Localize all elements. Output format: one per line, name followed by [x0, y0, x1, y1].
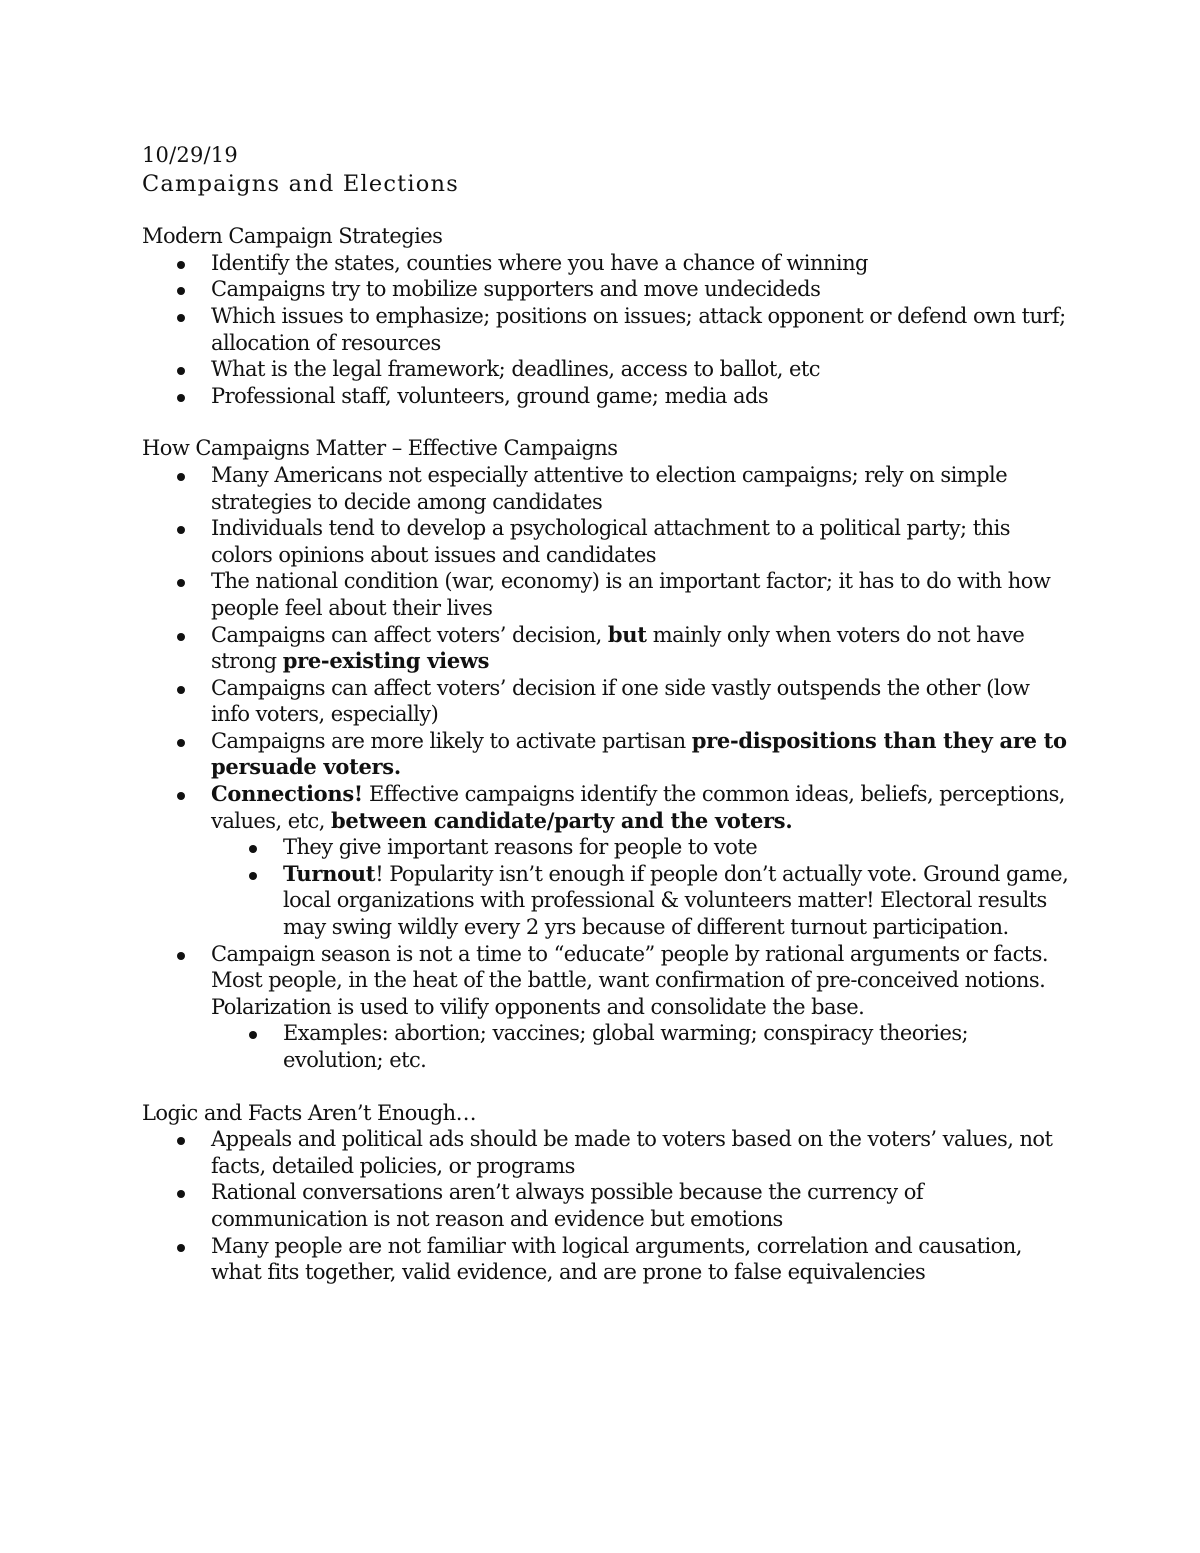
bullet-icon [177, 579, 185, 587]
list-item-text: Appeals and political ads should be made to voters based on the voters’ values, not facts, detailed policies, or programs [211, 1127, 1053, 1178]
list-item-text: Individuals tend to develop a psychological attachment to a political party; this colors opinions about issues and candidates [211, 516, 1010, 567]
list-item-text: Professional staff, volunteers, ground game; media ads [211, 383, 769, 408]
bullet-icon [177, 287, 185, 295]
section-heading: Modern Campaign Strategies [142, 224, 443, 249]
text-run: ! Popularity isn’t enough if people don’t actually vote. Ground game, local organizations with professional & volunteers matter! Electoral results may swing wildly every 2 yrs because of different turnout participation. [283, 861, 1069, 940]
list-item-text [211, 942, 1048, 1019]
sub-list-item [142, 861, 1072, 941]
list-item-text: Campaigns can affect voters’ decision if one side vastly outspends the other (low info voters, especially) [211, 675, 1030, 727]
list-item [142, 276, 1072, 303]
list-item [142, 383, 1072, 410]
list-item [142, 1233, 1072, 1286]
list-item-text: Examples: abortion; vaccines; global warming; conspiracy theories; evolution; etc. [283, 1021, 969, 1072]
bullet-icon [177, 261, 185, 269]
bullet-icon [177, 1190, 185, 1198]
list-item [142, 462, 1072, 515]
bold-text: but [607, 621, 647, 647]
list-item-text: Identify the states, counties where you have a chance of winning [211, 250, 868, 275]
text-run: Campaign season is not a time to “educate” people by rational arguments or facts. Most people, in the heat of the battle, want confirmation of pre-conceived notions. Polarization is used to vilify opponents and consolidate the base. [211, 941, 1049, 1019]
bullet-icon [177, 792, 185, 800]
bold-text: between candidate/party and the voters. [331, 807, 793, 833]
bullet-icon [177, 394, 185, 402]
bullet-icon [177, 314, 185, 322]
section-heading: How Campaigns Matter – Effective Campaigns [142, 436, 618, 461]
text-run: Effective campaigns identify the common ideas, beliefs, perceptions, values, etc, [211, 782, 1065, 833]
bullet-icon [249, 845, 257, 853]
text-run: Campaigns are more likely to activate partisan [211, 728, 692, 753]
list-item-text: The national condition (war, economy) is an important factor; it has to do with how people feel about their lives [211, 569, 1051, 620]
list-item-text [211, 729, 1067, 780]
list-item-text: They give important reasons for people to vote [283, 835, 758, 860]
list-item [142, 250, 1072, 277]
bullet-icon [177, 633, 185, 641]
text-run: Campaigns can affect voters’ decision, [211, 622, 608, 647]
bold-text: pre-existing views [282, 648, 490, 674]
bold-text: Connections! [211, 781, 363, 807]
list-item-text [211, 782, 1065, 833]
document-page [142, 142, 1072, 1286]
list-item-text: Rational conversations aren’t always possible because the currency of communication is not reason and evidence but emotions [211, 1180, 924, 1231]
list-item [142, 515, 1072, 568]
page-title: Campaigns and Elections [142, 170, 459, 197]
list-item [142, 728, 1072, 781]
sub-bullet-list [211, 834, 1072, 940]
list-item-text [211, 623, 1024, 674]
list-item [142, 356, 1072, 383]
list-item-text: Campaigns try to mobilize supporters and move undecideds [211, 277, 821, 302]
bullet-icon [249, 872, 257, 880]
bullet-icon [249, 1031, 257, 1039]
bullet-list [142, 1126, 1072, 1286]
bullet-icon [177, 367, 185, 375]
bullet-icon [177, 1137, 185, 1145]
list-item [142, 568, 1072, 621]
sub-bullet-list [211, 1020, 1072, 1073]
bullet-icon [177, 952, 185, 960]
bullet-list [142, 462, 1072, 1074]
text-run: mainly only when voters do not have strong [211, 622, 1025, 674]
list-item [142, 781, 1072, 941]
list-item [142, 622, 1072, 675]
bullet-list [142, 250, 1072, 410]
list-item-text: Many people are not familiar with logical arguments, correlation and causation, what fits together, valid evidence, and are prone to false equivalencies [211, 1233, 1022, 1285]
list-item [142, 675, 1072, 728]
sub-list-item [142, 834, 1072, 861]
bullet-icon [177, 1244, 185, 1252]
list-item [142, 1126, 1072, 1179]
list-item-text: Many Americans not especially attentive to election campaigns; rely on simple strategies to decide among candidates [211, 462, 1008, 514]
bullet-icon [177, 739, 185, 747]
list-item [142, 941, 1072, 1074]
bullet-icon [177, 526, 185, 534]
bold-text: Turnout [283, 860, 376, 886]
bullet-icon [177, 473, 185, 481]
sub-list-item [142, 1020, 1072, 1073]
section-heading: Logic and Facts Aren’t Enough… [142, 1100, 477, 1125]
list-item-text: Which issues to emphasize; positions on issues; attack opponent or defend own turf; allocation of resources [211, 303, 1066, 355]
note-date: 10/29/19 [142, 143, 238, 167]
list-item-text [283, 862, 1068, 939]
sections-container [142, 223, 1072, 1286]
list-item-text: What is the legal framework; deadlines, access to ballot, etc [211, 357, 820, 382]
list-item [142, 1179, 1072, 1232]
bullet-icon [177, 686, 185, 694]
list-item [142, 303, 1072, 356]
bold-text: pre-dispositions than they are to persuade voters. [211, 727, 1067, 780]
